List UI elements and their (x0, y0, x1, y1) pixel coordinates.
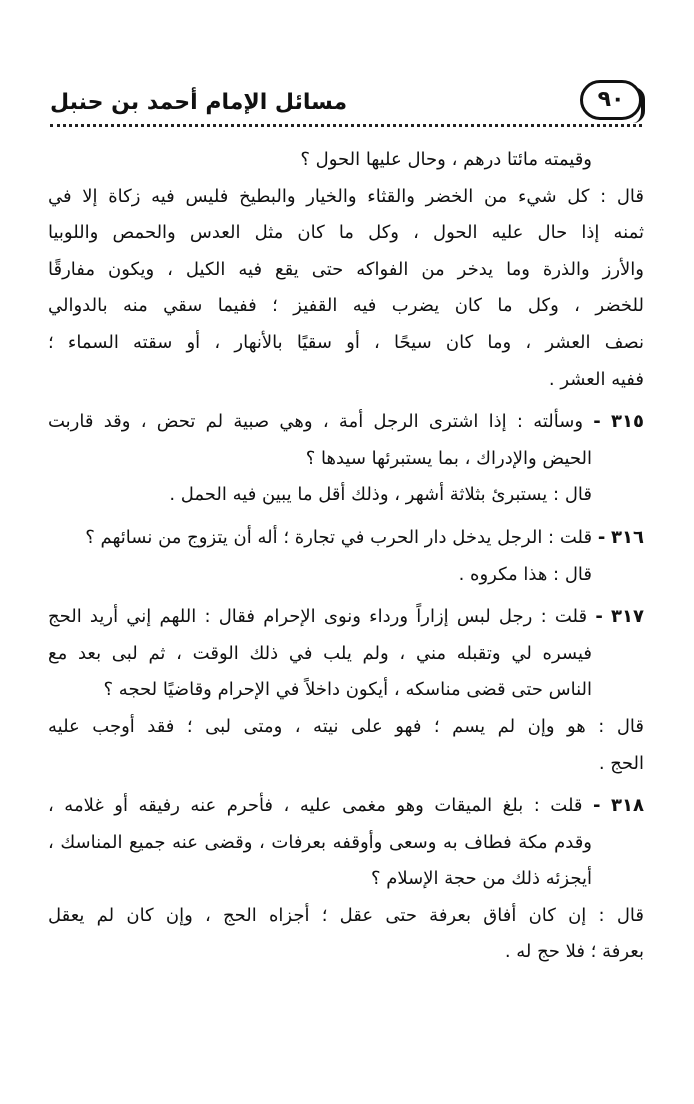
entry-dash: - (595, 606, 603, 628)
entry-first-line (48, 404, 644, 441)
text-line: الحيض والإدراك ، بما يستبرئها سيدها ؟ (305, 447, 592, 469)
text-line: للخضر ، وكل ما كان يضرب فيه القفيز ؛ ففيما سقي منه بالدوالي (48, 295, 644, 317)
text-line: بعرفة ؛ فلا حج له . (504, 941, 644, 963)
text-line: نصف العشر ، وما كان سيحًا ، أو سقيًا بالأنهار ، أو سقته السماء ؛ (48, 331, 644, 353)
text-line: قال : كل شيء من الخضر والقثاء والخيار والبطيخ فليس فيه زكاة إلا في (48, 185, 644, 207)
entry-number: ٣١٧ (611, 606, 644, 628)
book-title: مسائل الإمام أحمد بن حنبل (50, 90, 348, 115)
entry-number: ٣١٦ (611, 526, 644, 548)
entry-first-line (48, 599, 644, 636)
text-line: الناس حتى قضى مناسكه ، أيكون داخلاً في الإحرام وقاضيًا لحجه ؟ (103, 679, 592, 701)
page-header (50, 80, 642, 128)
text-line: قال : إن كان أفاق بعرفة حتى عقل ؛ أجزاه الحج ، وإن كان لم يعقل (48, 904, 644, 926)
text-line: قال : يستبرئ بثلاثة أشهر ، وذلك أقل ما يبين فيه الحمل . (169, 484, 592, 506)
entry-dash: - (593, 411, 601, 433)
text-line: الحج . (598, 752, 644, 774)
text-line: قال : هذا مكروه . (458, 563, 592, 585)
text-line: قال : هو وإن لم يسم ؛ فهو على نيته ، ومتى لبى ؛ فقد أوجب عليه (48, 715, 644, 737)
running-title (50, 88, 582, 118)
text-line: وقدم مكة فطاف به وسعى وأوقفه بعرفات ، وقضى عنه جميع المناسك ، (48, 831, 592, 853)
intro-passage (48, 142, 644, 398)
text-line: فيسره لي وتقبله مني ، ولم يلب في ذلك الوقت ، ثم لبى بعد مع (48, 642, 592, 664)
entry-dash: - (597, 526, 606, 548)
entry-315 (48, 404, 644, 514)
entry-text: قلت : الرجل يدخل دار الحرب في تجارة ؛ أله أن يتزوج من نسائهم ؟ (85, 526, 593, 548)
entry-317 (48, 599, 644, 782)
text-line: أيجزئه ذلك من حجة الإسلام ؟ (370, 868, 592, 890)
entry-text: قلت : رجل لبس إزاراً ورداء ونوى الإحرام فقال : اللهم إني أريد الحج (48, 606, 588, 628)
text-line: وقيمته مائتا درهم ، وحال عليها الحول ؟ (300, 149, 592, 170)
entry-316 (48, 520, 644, 593)
entry-318 (48, 788, 644, 971)
entry-number: ٣١٨ (611, 795, 644, 817)
text-line: ثمنه إذا حال عليه الحول ، وكل ما كان مثل العدس والحمص واللوبيا (48, 222, 644, 244)
page-number: ٩٠ (597, 87, 625, 112)
page-number-badge (580, 80, 642, 120)
text-line: والأرز والذرة وما يدخر من الفواكه حتى يقع فيه الكيل ، ويكون مفارقًا (48, 258, 644, 280)
header-dotted-rule (50, 124, 642, 130)
entry-text: قلت : بلغ الميقات وهو مغمى عليه ، فأحرم عنه رفيقه أو غلامه ، (48, 795, 583, 817)
entry-text: وسألته : إذا اشترى الرجل أمة ، وهي صبية لم تحض ، وقد قاربت (48, 411, 584, 433)
entry-number: ٣١٥ (611, 411, 644, 433)
text-line: ففيه العشر . (548, 368, 644, 390)
entry-first-line (48, 788, 644, 825)
entry-dash: - (593, 795, 601, 817)
page-body (48, 142, 644, 971)
entry-first-line (48, 520, 644, 557)
